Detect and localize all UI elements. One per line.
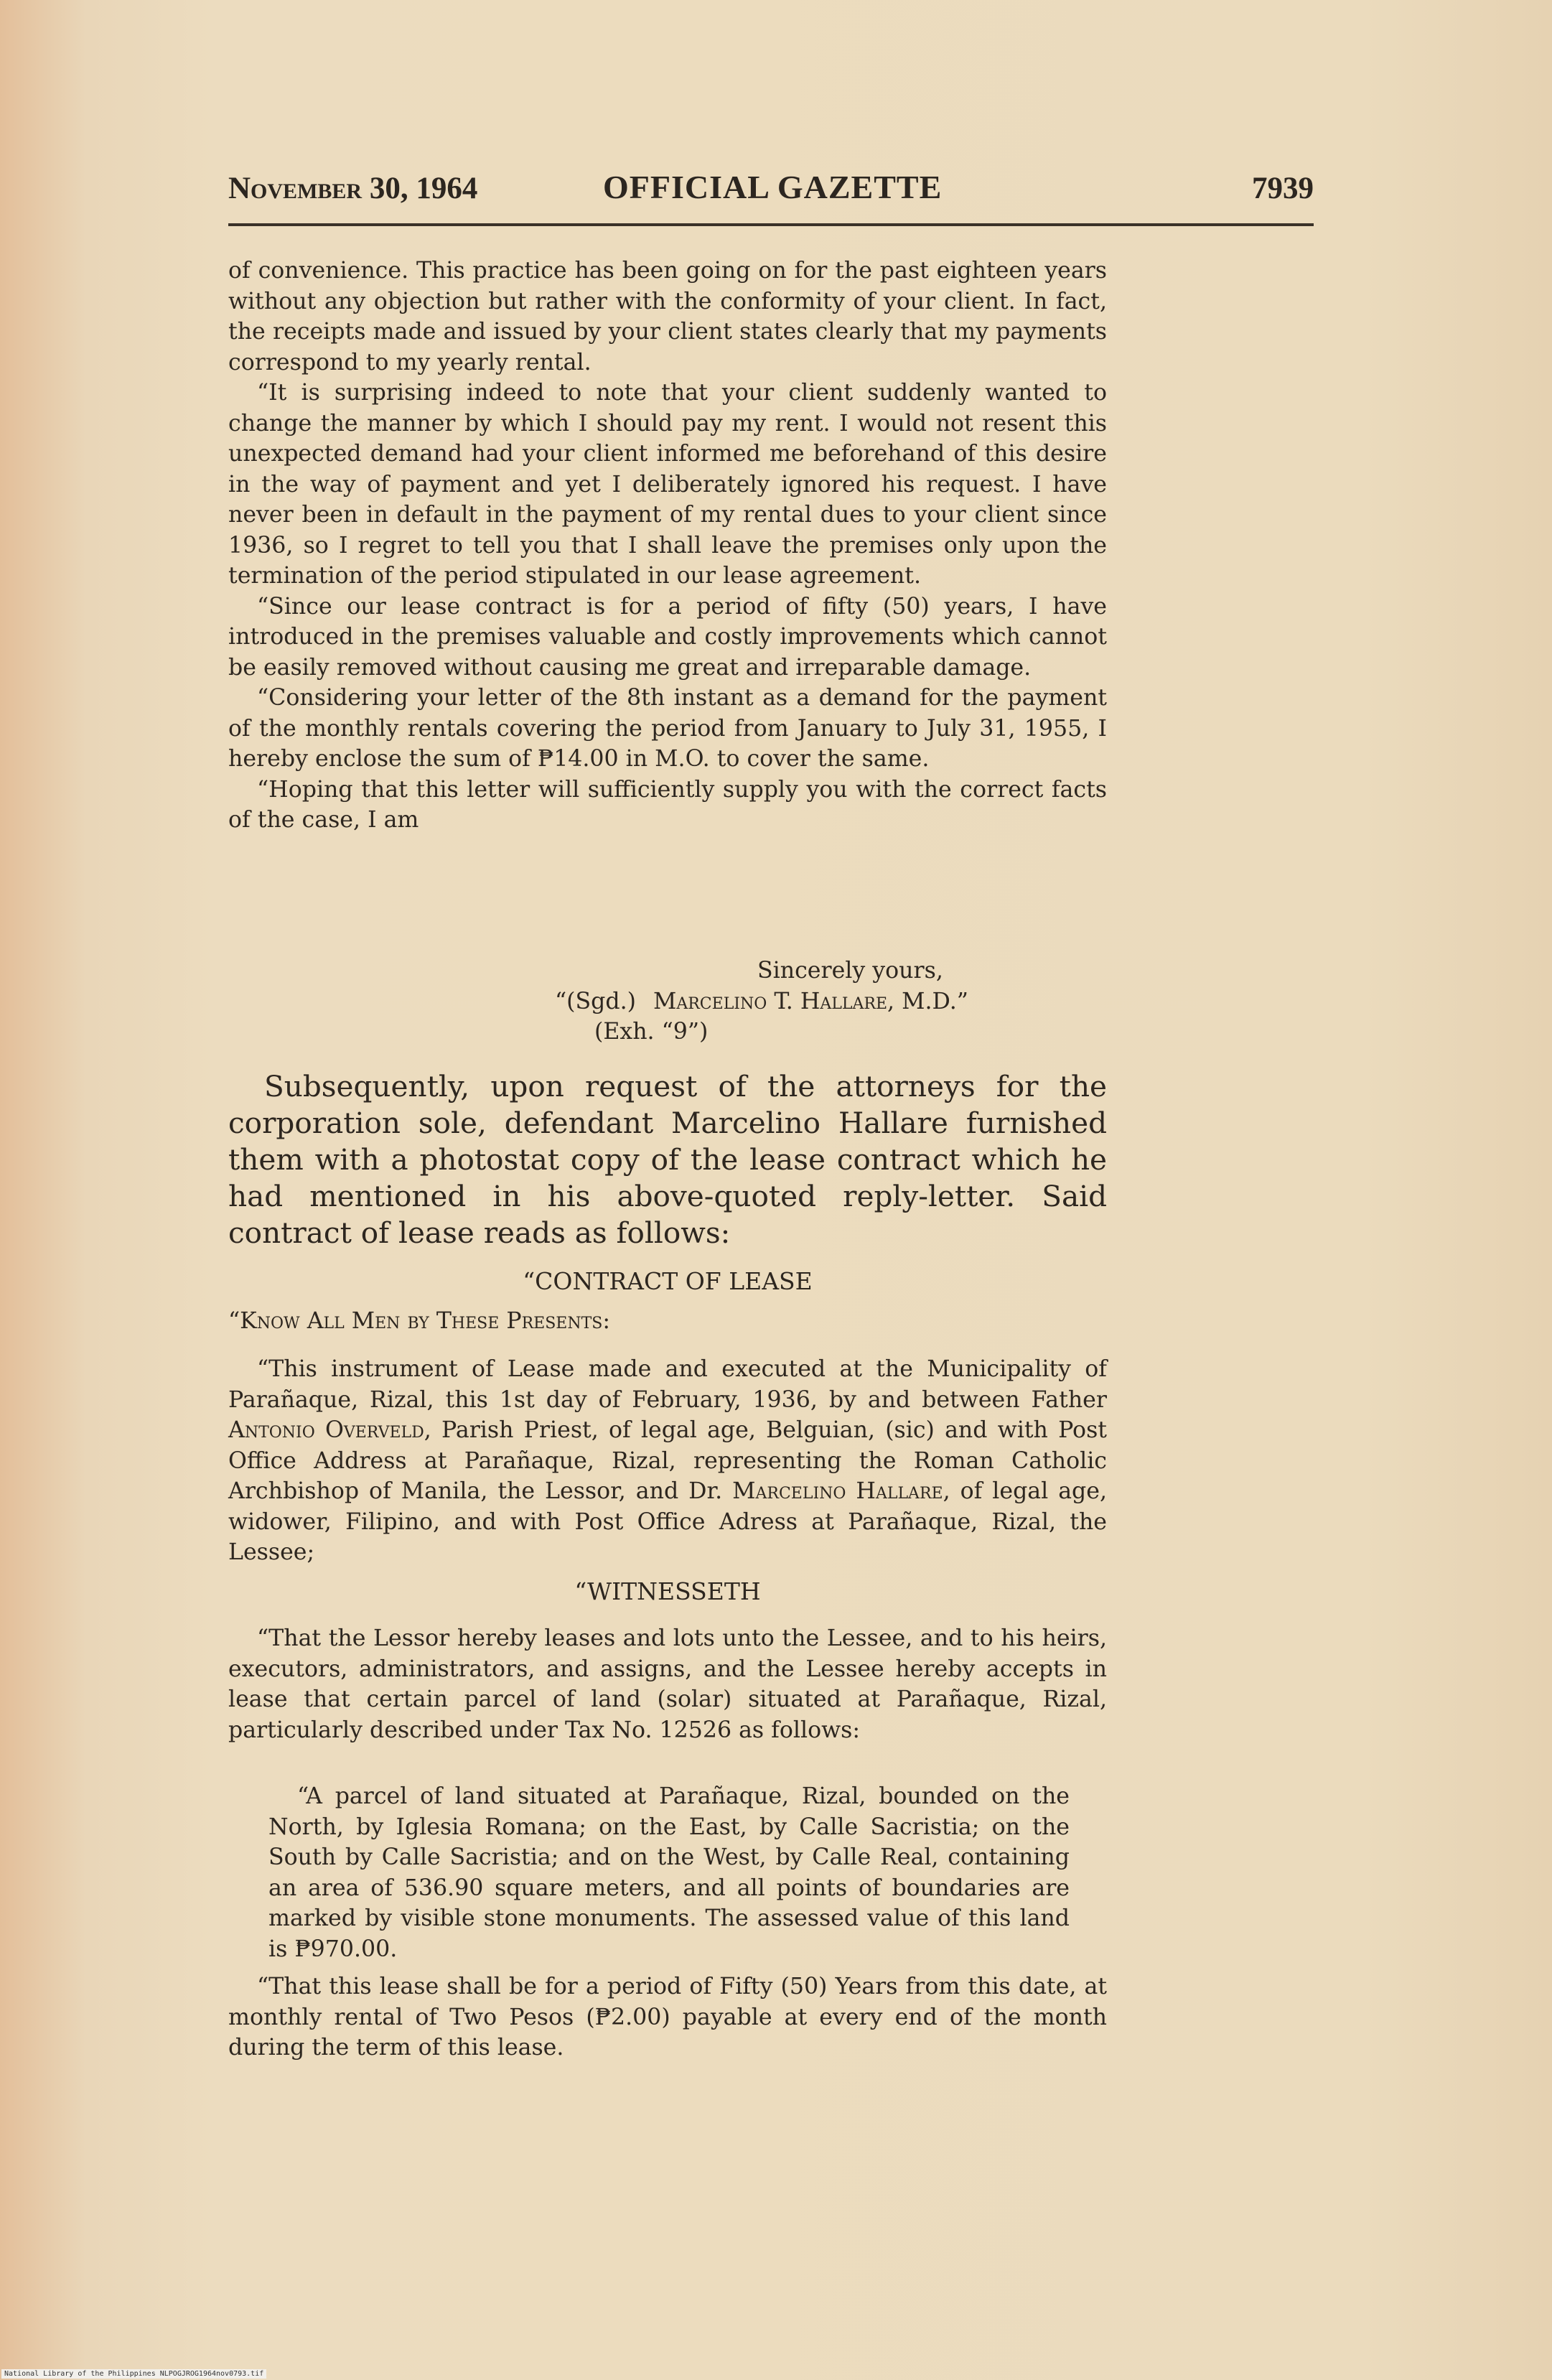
contract-intro bbox=[228, 1354, 1107, 1568]
land-paragraph: “A parcel of land situated at Parañaque, Rizal, bounded on the North, by Iglesia Romana; on the East, by Calle Sacristia; on the South by Calle Sacristia; and on the West, by Calle Real, containing an area of 536.90 square meters, and all points of boundaries are marked by visible stone monuments. The assessed value of this land is ₱970.00. bbox=[268, 1783, 1070, 1962]
letter-paragraph: “Considering your letter of the 8th instant as a demand for the payment of the monthly rentals covering the period from January to July 31, 1955, I hereby enclose the sum of ₱14.00 in M.O. to cover the same. bbox=[228, 685, 1107, 772]
clause-paragraph: “That this lease shall be for a period of Fifty (50) Years from this date, at monthly rental of Two Pesos (₱2.00) payable at every end of the month during the term of this lease. bbox=[228, 1974, 1107, 2061]
salutation-text: “Know All Men by These Presents: bbox=[228, 1308, 610, 1334]
page-number: 7939 bbox=[1252, 172, 1314, 205]
letter-paragraph: “It is surprising indeed to note that your client suddenly wanted to change the manner by which I should pay my rent. I would not resent this unexpected demand had your client informed me beforehand of this desire in the way of payment and yet I deliberately ignored his request. I have never been in default in the payment of my rental dues to your client since 1936, so I regret to tell you that I shall leave the premises only upon the termination of the period stipulated in our lease agreement. bbox=[228, 380, 1107, 589]
letter-signoff bbox=[228, 956, 1107, 1047]
intro-paragraph bbox=[228, 1354, 1107, 1568]
narrative-paragraph: Subsequently, upon request of the attorneys for the corporation sole, defendant Marcelino Hallare furnished them with a photostat copy of the lease contract which he had mentioned in his above-quoted reply-letter. Said contract of lease reads as follows: bbox=[228, 1069, 1107, 1250]
letter-paragraph: of convenience. This practice has been going on for the past eighteen years without any objection but rather with the conformity of your client. In fact, the receipts made and issued by your client states clearly that my payments correspond to my yearly rental. bbox=[228, 258, 1107, 375]
intro-part-b: , Parish Priest, of legal age, Belguian, (sic) and with Post Office Address at Parañaque, Rizal, representing the Roman Catholic Archbishop of Manila, the Lessor, and Dr. bbox=[228, 1417, 1107, 1504]
contract-salutation bbox=[228, 1306, 1107, 1337]
signature-name: Marcelino T. Hallare, M.D.” bbox=[653, 988, 968, 1014]
land-description bbox=[268, 1781, 1070, 1964]
lessor-name: Antonio Overveld bbox=[228, 1417, 424, 1443]
signature-line bbox=[228, 986, 1107, 1017]
intro-part-a: “This instrument of Lease made and executed at the Municipality of Parañaque, Rizal, this 1st day of February, 1936, by and between Father bbox=[228, 1356, 1107, 1413]
narrative-section bbox=[228, 1068, 1107, 1251]
witnesseth-heading: “WITNESSETH bbox=[574, 1577, 761, 1605]
clause-one bbox=[228, 1623, 1107, 1745]
clause-two bbox=[228, 1971, 1107, 2063]
closing: Sincerely yours, bbox=[757, 958, 943, 984]
scan-footer: National Library of the Philippines NLPOGJROG1964nov0793.tif bbox=[1, 2369, 266, 2379]
intro-part-c: , of legal age, widower, Filipino, and with Post Office Adress at Parañaque, Rizal, the Lessee; bbox=[228, 1478, 1107, 1565]
letter-text bbox=[228, 256, 1107, 836]
contract-heading: “CONTRACT OF LEASE bbox=[523, 1267, 813, 1295]
signature-prefix: “(Sgd.) bbox=[555, 988, 636, 1014]
letter-paragraph: “Since our lease contract is for a period of fifty (50) years, I have introduced in the premises valuable and costly improvements which cannot be easily removed without causing me great and irreparable damage. bbox=[228, 593, 1107, 681]
exhibit-ref: (Exh. “9”) bbox=[594, 1019, 709, 1045]
letter-paragraph: “Hoping that this letter will sufficiently supply you with the correct facts of the case, I am bbox=[228, 776, 1107, 833]
issue-date: November 30, 1964 bbox=[228, 172, 478, 205]
header-rule bbox=[228, 223, 1314, 226]
clause-paragraph: “That the Lessor hereby leases and lots unto the Lessee, and to his heirs, executors, administrators, and assigns, and the Lessee hereby accepts in lease that certain parcel of land (solar) situated at Parañaque, Rizal, particularly described under Tax No. 12526 as follows: bbox=[228, 1625, 1107, 1743]
running-header bbox=[228, 171, 1314, 214]
lessee-name: Marcelino Hallare bbox=[732, 1478, 943, 1504]
publication-title: OFFICIAL GAZETTE bbox=[603, 169, 943, 205]
